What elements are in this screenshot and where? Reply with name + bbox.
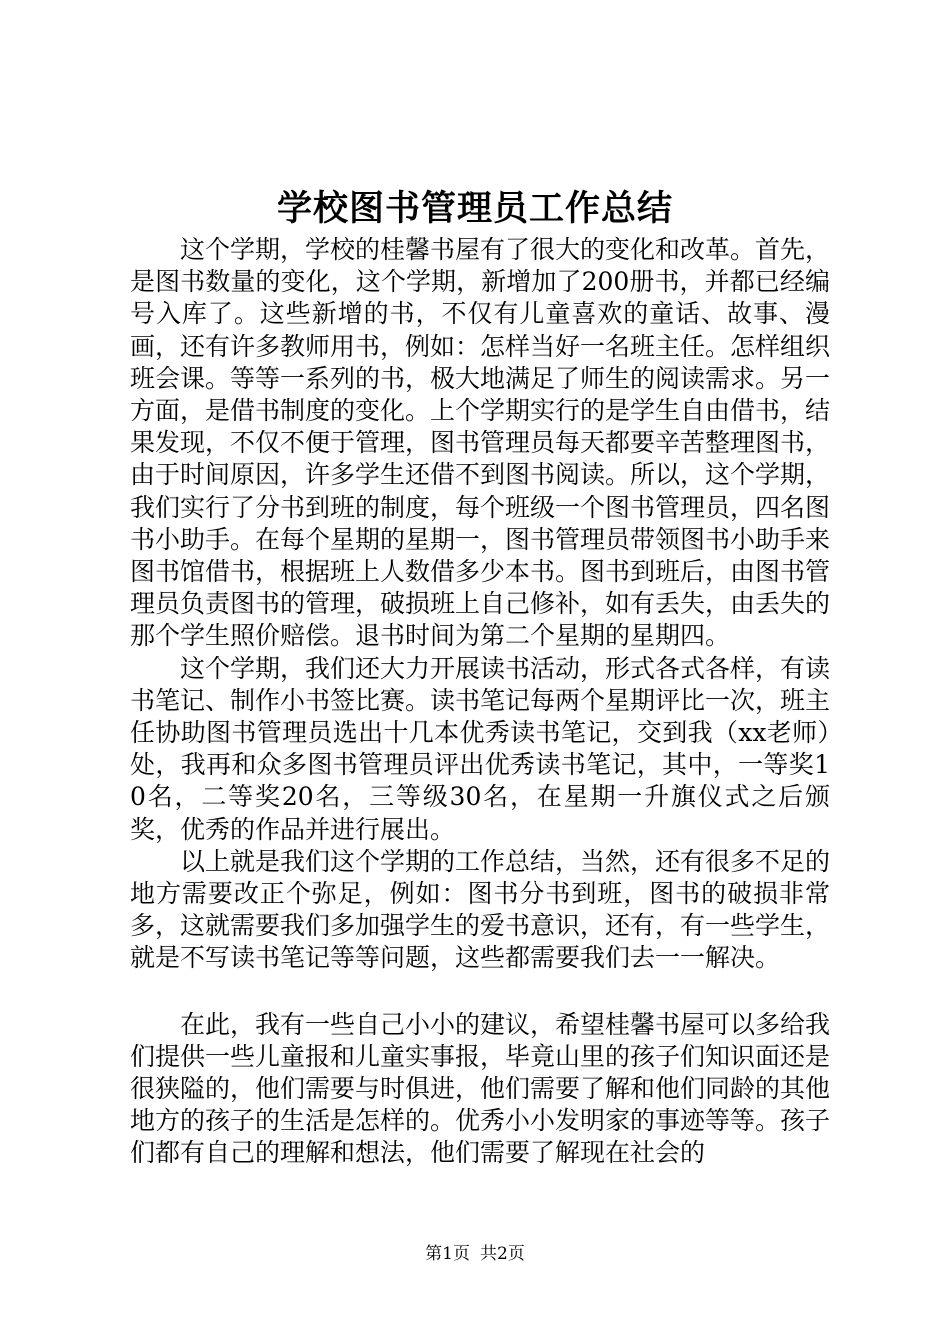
paragraph-reading-activities: 这个学期，我们还大力开展读书活动，形式各式各样，有读书笔记、制作小书签比赛。读书笔记每两个星期评比一次，班主任协助图书管理员选出十几本优秀读书笔记，交到我（xx老师）处，我再和众多图书管理员评出优秀读书笔记，其中，一等奖10名，二等奖20名，三等级30名，在星期一升旗仪式之后颁奖，优秀的作品并进行展出。 (130, 653, 831, 844)
page-title: 学校图书管理员工作总结 (276, 189, 673, 229)
page-total: 共2页 (480, 1244, 525, 1264)
paragraph-spacer (130, 975, 830, 1009)
document-body (130, 234, 830, 1170)
paragraph-summary-shortcomings: 以上就是我们这个学期的工作总结，当然，还有很多不足的地方需要改正个弥足，例如：图书分书到班，图书的破损非常多，这就需要我们多加强学生的爱书意识，还有，有一些学生，就是不写读书笔记等等问题，这些都需要我们去一一解决。 (130, 846, 831, 973)
paragraph-library-changes: 这个学期，学校的桂馨书屋有了很大的变化和改革。首先，是图书数量的变化，这个学期，新增加了200册书，并都已经编号入库了。这些新增的书，不仅有儿童喜欢的童话、故事、漫画，还有许多教师用书，例如：怎样当好一名班主任。怎样组织班会课。等等一系列的书，极大地满足了师生的阅读需求。另一方面，是借书制度的变化。上个学期实行的是学生自由借书，结果发现，不仅不便于管理，图书管理员每天都要辛苦整理图书，由于时间原因，许多学生还借不到图书阅读。所以，这个学期，我们实行了分书到班的制度，每个班级一个图书管理员，四名图书小助手。在每个星期的星期一，图书管理员带领图书小助手来图书馆借书，根据班上人数借多少本书。图书到班后，由图书管理员负责图书的管理，破损班上自己修补，如有丢失，由丢失的那个学生照价赔偿。退书时间为第二个星期的星期四。 (130, 235, 831, 651)
paragraph-suggestions: 在此，我有一些自己小小的建议，希望桂馨书屋可以多给我们提供一些儿童报和儿童实事报，毕竟山里的孩子们知识面还是很狭隘的，他们需要与时俱进，他们需要了解和他们同龄的其他地方的孩子的生活是怎样的。优秀小小发明家的事迹等等。孩子们都有自己的理解和想法，他们需要了解现在社会的 (130, 1009, 831, 1168)
page-number: 第1页 (425, 1244, 470, 1264)
page-footer (0, 1243, 950, 1265)
